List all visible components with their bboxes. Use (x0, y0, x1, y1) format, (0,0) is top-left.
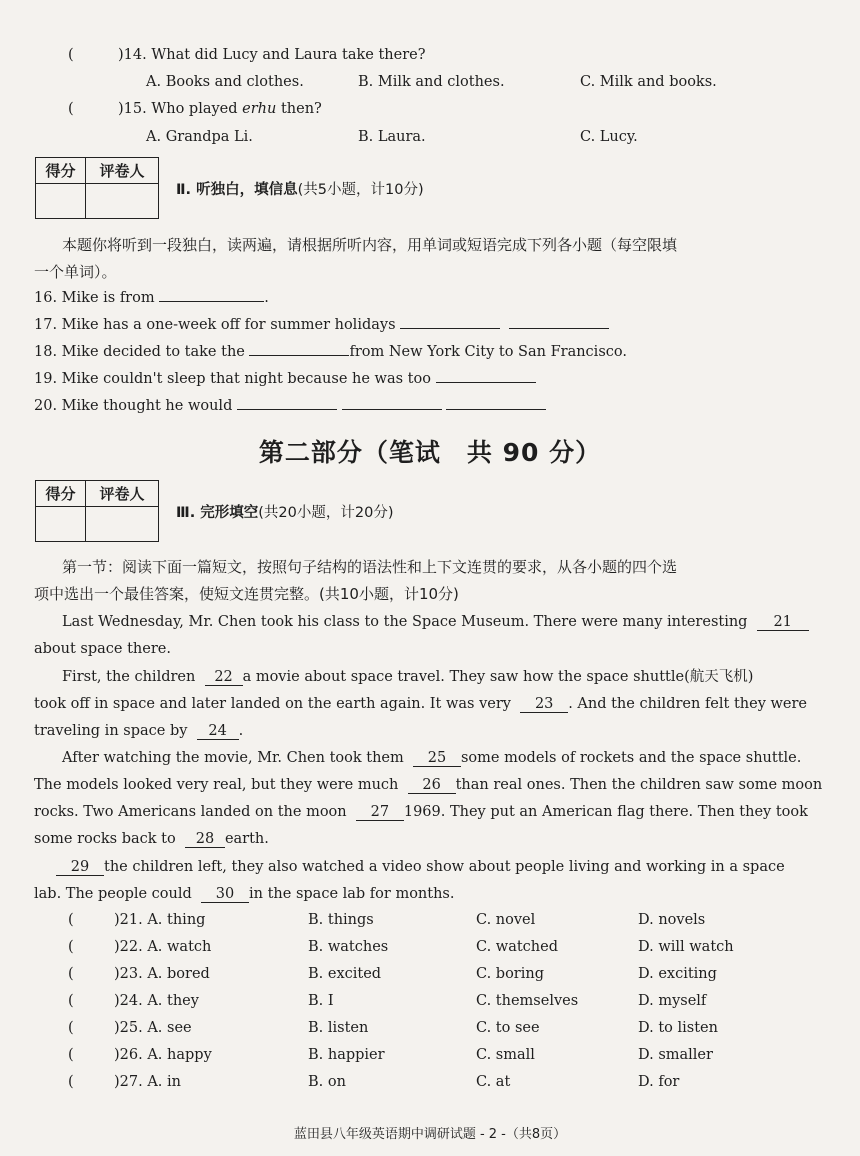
score-cell[interactable] (36, 184, 86, 218)
cloze-blank-25[interactable]: 25 (413, 750, 461, 767)
answer-paren[interactable]: ( (68, 101, 74, 117)
answer-paren[interactable]: ( (68, 1074, 74, 1090)
score-label: 得分 (36, 481, 86, 507)
cloze-blank-28[interactable]: 28 (185, 831, 225, 848)
passage-line: rocks. Two Americans landed on the moon 27 1969. They put an American flag there. Then they took (34, 804, 808, 820)
fill-item-18: 18. Mike decided to take the from New York City to San Francisco. (34, 344, 627, 360)
fill-blank[interactable] (159, 301, 264, 302)
fill-blank[interactable] (249, 355, 349, 356)
q15-option-b: B. Laura. (358, 129, 426, 145)
fill-blank[interactable] (436, 382, 536, 383)
choice-25-b: B. listen (308, 1020, 369, 1036)
choice-24-a: )24. A. they (114, 993, 199, 1009)
section-2-instructions-cont: 一个单词）。 (34, 263, 117, 281)
q15-option-c: C. Lucy. (580, 129, 638, 145)
answer-paren[interactable]: ( (68, 47, 74, 63)
choice-23-b: B. excited (308, 966, 382, 982)
cloze-blank-30[interactable]: 30 (201, 886, 249, 903)
question-14: )14. What did Lucy and Laura take there? (118, 47, 426, 63)
grader-cell[interactable] (86, 507, 158, 541)
grader-label: 评卷人 (86, 158, 158, 184)
fill-item-19: 19. Mike couldn't sleep that night because he was too (34, 369, 536, 389)
fill-item-17: 17. Mike has a one-week off for summer holidays (34, 315, 609, 335)
cloze-blank-27[interactable]: 27 (356, 804, 404, 821)
choice-25-d: D. to listen (638, 1020, 718, 1036)
cloze-blank-23[interactable]: 23 (520, 696, 568, 713)
passage-line: After watching the movie, Mr. Chen took them 25 some models of rockets and the space shuttle. (62, 750, 802, 766)
choice-27-a: )27. A. in (114, 1074, 181, 1090)
part-2-title: 第二部分（笔试 共 90 分） (258, 438, 602, 467)
choice-23-c: C. boring (476, 966, 544, 982)
choice-25-c: C. to see (476, 1020, 540, 1036)
fill-blank[interactable] (237, 409, 337, 410)
choice-24-c: C. themselves (476, 993, 579, 1009)
choice-23-a: )23. A. bored (114, 966, 210, 982)
passage-line: lab. The people could 30 in the space lab for months. (34, 886, 455, 902)
cloze-blank-21[interactable]: 21 (757, 614, 809, 631)
section-2-instructions: 本题你将听到一段独白，读两遍，请根据所听内容，用单词或短语完成下列各小题（每空限填 (62, 236, 678, 254)
choice-21-d: D. novels (638, 912, 706, 928)
choice-27-b: B. on (308, 1074, 346, 1090)
q14-option-c: C. Milk and books. (580, 74, 717, 90)
answer-paren[interactable]: ( (68, 912, 74, 928)
choice-26-d: D. smaller (638, 1047, 713, 1063)
choice-26-c: C. small (476, 1047, 535, 1063)
choice-22-a: )22. A. watch (114, 939, 212, 955)
score-cell[interactable] (36, 507, 86, 541)
choice-26-a: )26. A. happy (114, 1047, 212, 1063)
cloze-blank-29[interactable]: 29 (56, 859, 104, 876)
score-label: 得分 (36, 158, 86, 184)
page-footer: 蓝田县八年级英语期中调研试题 - 2 -（共8页） (293, 1127, 567, 1142)
score-box (35, 480, 159, 542)
choice-22-d: D. will watch (638, 939, 734, 955)
passage-line: First, the children 22 a movie about space travel. They saw how the space shuttle(航天飞机) (62, 669, 754, 685)
section-3-instructions: 第一节：阅读下面一篇短文，按照句子结构的语法性和上下文连贯的要求，从各小题的四个选 (62, 558, 678, 576)
grader-label: 评卷人 (86, 481, 158, 507)
choice-22-b: B. watches (308, 939, 389, 955)
choice-27-c: C. at (476, 1074, 511, 1090)
grader-cell[interactable] (86, 184, 158, 218)
fill-item-20: 20. Mike thought he would (34, 396, 546, 416)
section-3-heading: Ⅲ. 完形填空(共20小题，计20分) (176, 505, 394, 521)
cloze-blank-26[interactable]: 26 (408, 777, 456, 794)
score-box (35, 157, 159, 219)
passage-line: 29 the children left, they also watched a video show about people living and working in a space (56, 857, 785, 877)
passage-line: some rocks back to 28 earth. (34, 831, 269, 847)
choice-21-b: B. things (308, 912, 374, 928)
answer-paren[interactable]: ( (68, 993, 74, 1009)
choice-27-d: D. for (638, 1074, 680, 1090)
fill-item-16: 16. Mike is from . (34, 290, 269, 306)
passage-line: about space there. (34, 641, 171, 657)
section-2-heading: Ⅱ. 听独白，填信息(共5小题，计10分) (176, 182, 424, 198)
choice-21-a: )21. A. thing (114, 912, 206, 928)
fill-blank[interactable] (342, 409, 442, 410)
answer-paren[interactable]: ( (68, 966, 74, 982)
question-15: )15. Who played erhu then? (118, 101, 322, 117)
fill-blank[interactable] (400, 328, 500, 329)
passage-line: The models looked very real, but they were much 26 than real ones. Then the children saw some moon (34, 777, 823, 793)
fill-blank[interactable] (446, 409, 546, 410)
answer-paren[interactable]: ( (68, 939, 74, 955)
choice-25-a: )25. A. see (114, 1020, 192, 1036)
fill-blank[interactable] (509, 328, 609, 329)
passage-line: Last Wednesday, Mr. Chen took his class to the Space Museum. There were many interesting 21 (62, 612, 809, 632)
q15-option-a: A. Grandpa Li. (146, 129, 253, 145)
choice-24-b: B. I (308, 993, 334, 1009)
answer-paren[interactable]: ( (68, 1020, 74, 1036)
q14-option-a: A. Books and clothes. (146, 74, 304, 90)
answer-paren[interactable]: ( (68, 1047, 74, 1063)
passage-line: traveling in space by 24 . (34, 723, 244, 739)
section-3-instructions-cont: 项中选出一个最佳答案，使短文连贯完整。(共10小题，计10分) (34, 585, 459, 603)
passage-line: took off in space and later landed on the earth again. It was very 23 . And the children felt they were (34, 696, 808, 712)
cloze-blank-24[interactable]: 24 (197, 723, 239, 740)
choice-26-b: B. happier (308, 1047, 385, 1063)
choice-24-d: D. myself (638, 993, 707, 1009)
cloze-blank-22[interactable]: 22 (205, 669, 243, 686)
choice-22-c: C. watched (476, 939, 559, 955)
q14-option-b: B. Milk and clothes. (358, 74, 505, 90)
choice-23-d: D. exciting (638, 966, 717, 982)
choice-21-c: C. novel (476, 912, 536, 928)
